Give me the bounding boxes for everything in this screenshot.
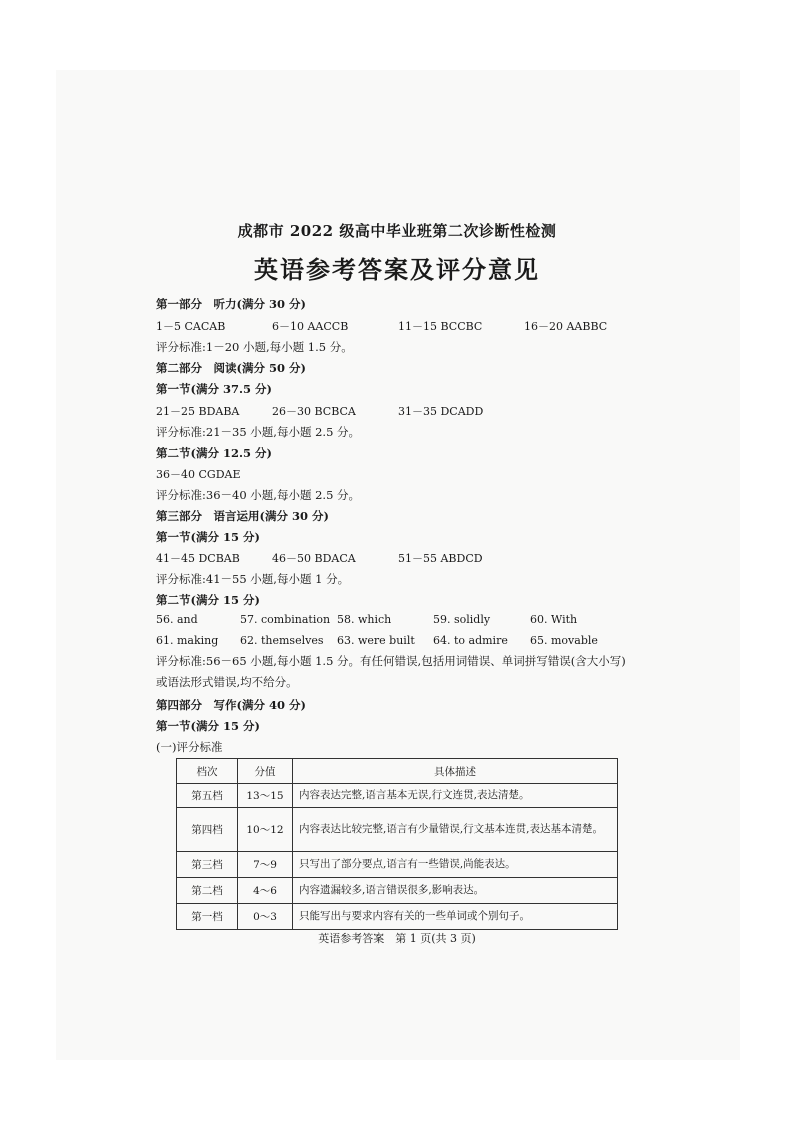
score-cell: 13～15	[238, 784, 293, 808]
part2-heading: 第二部分 阅读(满分 50 分)	[156, 361, 306, 375]
description-cell: 内容表达完整,语言基本无误,行文连贯,表达清楚。	[293, 784, 618, 808]
answer-group: 36－40 CGDAE	[156, 468, 241, 481]
part3-sec1-standard: 评分标准:41－55 小题,每小题 1 分。	[156, 572, 350, 586]
answer-group: 6－10 AACCB	[272, 320, 349, 333]
column-header: 分值	[238, 759, 293, 784]
score-cell: 4～6	[238, 878, 293, 904]
part1-heading: 第一部分 听力(满分 30 分)	[156, 297, 306, 311]
level-cell: 第四档	[177, 808, 238, 852]
column-header: 档次	[177, 759, 238, 784]
part2-sec2-standard: 评分标准:36－40 小题,每小题 2.5 分。	[156, 488, 361, 502]
score-cell: 7～9	[238, 852, 293, 878]
table-header-row	[177, 759, 618, 784]
exam-title: 成都市 2022 级高中毕业班第二次诊断性检测	[237, 222, 557, 240]
part2-sec1-heading: 第一节(满分 37.5 分)	[156, 382, 272, 396]
answer-item: 65. movable	[530, 634, 598, 647]
answer-item: 60. With	[530, 613, 578, 626]
level-cell: 第三档	[177, 852, 238, 878]
answer-group: 26－30 BCBCA	[272, 405, 356, 418]
page-footer: 英语参考答案 第 1 页(共 3 页)	[318, 932, 476, 945]
part1-standard: 评分标准:1－20 小题,每小题 1.5 分。	[156, 340, 353, 354]
part4-heading: 第四部分 写作(满分 40 分)	[156, 698, 306, 712]
grading-subheading: (一)评分标准	[156, 740, 223, 754]
answer-item: 62. themselves	[240, 634, 324, 647]
part3-sec2-heading: 第二节(满分 15 分)	[156, 593, 260, 607]
score-cell: 0～3	[238, 904, 293, 930]
part2-sec1-standard: 评分标准:21－35 小题,每小题 2.5 分。	[156, 425, 361, 439]
document-title: 英语参考答案及评分意见	[254, 255, 540, 284]
part4-sec1-heading: 第一节(满分 15 分)	[156, 719, 260, 733]
column-header: 具体描述	[293, 759, 618, 784]
answer-group: 41－45 DCBAB	[156, 552, 240, 565]
description-cell: 只写出了部分要点,语言有一些错误,尚能表达。	[293, 852, 618, 878]
answer-item: 58. which	[337, 613, 392, 626]
description-cell: 内容表达比较完整,语言有少量错误,行文基本连贯,表达基本清楚。	[293, 808, 618, 852]
table-row	[177, 808, 618, 852]
answer-group: 46－50 BDACA	[272, 552, 356, 565]
answer-item: 56. and	[156, 613, 198, 626]
answer-item: 57. combination	[240, 613, 331, 626]
description-cell: 只能写出与要求内容有关的一些单词或个别句子。	[293, 904, 618, 930]
table-row	[177, 852, 618, 878]
table-row	[177, 784, 618, 808]
part3-heading: 第三部分 语言运用(满分 30 分)	[156, 509, 329, 523]
table-row	[177, 878, 618, 904]
answer-item: 59. solidly	[433, 613, 491, 626]
answer-item: 64. to admire	[433, 634, 508, 647]
score-cell: 10～12	[238, 808, 293, 852]
level-cell: 第五档	[177, 784, 238, 808]
table-row	[177, 904, 618, 930]
answer-item: 63. were built	[337, 634, 415, 647]
answer-group: 31－35 DCADD	[398, 405, 484, 418]
answer-group: 11－15 BCCBC	[398, 320, 483, 333]
answer-group: 21－25 BDABA	[156, 405, 240, 418]
part2-sec2-heading: 第二节(满分 12.5 分)	[156, 446, 272, 460]
answer-group: 1－5 CACAB	[156, 320, 226, 333]
answer-group: 16－20 AABBC	[524, 320, 608, 333]
level-cell: 第二档	[177, 878, 238, 904]
grading-table	[176, 758, 618, 930]
description-cell: 内容遗漏较多,语言错误很多,影响表达。	[293, 878, 618, 904]
answer-group: 51－55 ABDCD	[398, 552, 483, 565]
part3-sec2-standard: 评分标准:56－65 小题,每小题 1.5 分。有任何错误,包括用词错误、单词拼写错误(含大小写)或语法形式错误,均不给分。	[156, 654, 626, 689]
answer-item: 61. making	[156, 634, 219, 647]
part3-sec1-heading: 第一节(满分 15 分)	[156, 530, 260, 544]
level-cell: 第一档	[177, 904, 238, 930]
